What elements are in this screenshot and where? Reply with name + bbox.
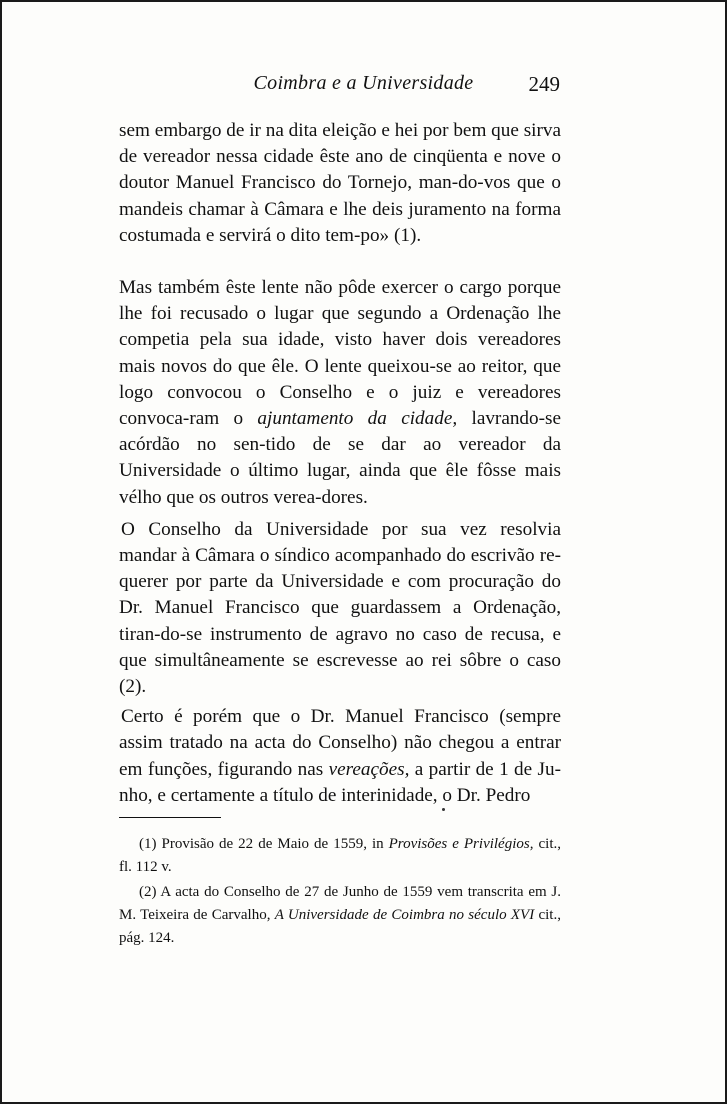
footnote-1-text-end: cit., fl. 112 v. <box>119 836 561 875</box>
running-head <box>2 72 725 100</box>
running-head-title: Coimbra e a Universidade <box>253 72 474 94</box>
paragraph-2-text-end: lavrando-se acórdão no sen-tido de se dar ao vereador da Universidade o último lugar, ainda que êle fôsse mais vélho que os outros verea-dores. <box>119 408 561 508</box>
paragraph-4-italic: vereações, <box>328 758 410 780</box>
paragraph-4 <box>119 704 561 809</box>
paragraph-3 <box>119 517 561 700</box>
paragraph-2 <box>119 275 561 511</box>
footnote-2-marker: (2) <box>139 884 157 900</box>
paragraph-1-text: sem embargo de ir na dita eleição e hei por bem que sirva de vereador nessa cidade êste ano de cinqüenta e nove o doutor Manuel Francisco do Tornejo, man-do-vos que o mandeis chamar à Câmara e lhe deis juramento na forma costumada e servirá o dito tem-po» ( <box>119 120 561 246</box>
footnote-1-text: Provisão de 22 de Maio de 1559, in <box>156 836 389 852</box>
footnote-1 <box>119 833 561 879</box>
paragraph-3-close: ). <box>134 676 147 698</box>
paragraph-3-text: O Conselho da Universidade por sua vez resolvia mandar à Câmara o síndico acompanhado do escrivão re-querer por parte da Universidade e com procuração do Dr. Manuel Francisco que guardassem a Ordenação, tiran-do-se instrumento de agravo no caso de recusa, e que simultâneamente se escrevesse ao rei sôbre o caso ( <box>119 518 561 698</box>
footnotes <box>119 833 561 950</box>
page-number: 249 <box>528 72 560 96</box>
paragraph-4-text-end: a partir de 1 de Ju-nho, e certamente a título de interinidade, o Dr. Pedro <box>119 758 561 806</box>
footnote-1-marker: (1) <box>139 836 157 852</box>
footnote-2-text-end: cit., pág. 124. <box>119 907 561 946</box>
paragraph-4-text: Certo é porém que o Dr. Manuel Francisco (sempre assim tratado na acta do Conselho) não chegou a entrar em funções, figurando nas <box>119 706 561 780</box>
footnote-2-text: A acta do Conselho de 27 de Junho de 1559 vem transcrita em J. M. Teixeira de Carvalho, <box>119 884 561 923</box>
print-speck <box>442 808 445 811</box>
body-text <box>119 118 561 809</box>
footnote-2 <box>119 881 561 950</box>
footnote-ref-1: 1 <box>400 224 410 246</box>
footnote-ref-2: 2 <box>125 676 135 698</box>
footnote-2-italic: A Universidade de Coimbra no século XVI <box>274 907 535 923</box>
paragraph-2-italic: ajuntamento da cidade, <box>257 408 458 430</box>
paragraph-1-close: ). <box>409 224 422 246</box>
paragraph-1 <box>119 118 561 249</box>
footnote-1-italic: Provisões e Privilégios, <box>388 836 534 852</box>
paragraph-2-text: Mas também êste lente não pôde exercer o cargo porque lhe foi recusado o lugar que segundo a Ordenação lhe competia pela sua idade, visto haver dois vereadores mais novos do que êle. O lente queixou-se ao reitor, que logo convocou o Conselho e o juiz e vereadores convoca-ram o <box>119 277 561 430</box>
footnote-rule <box>119 817 221 818</box>
